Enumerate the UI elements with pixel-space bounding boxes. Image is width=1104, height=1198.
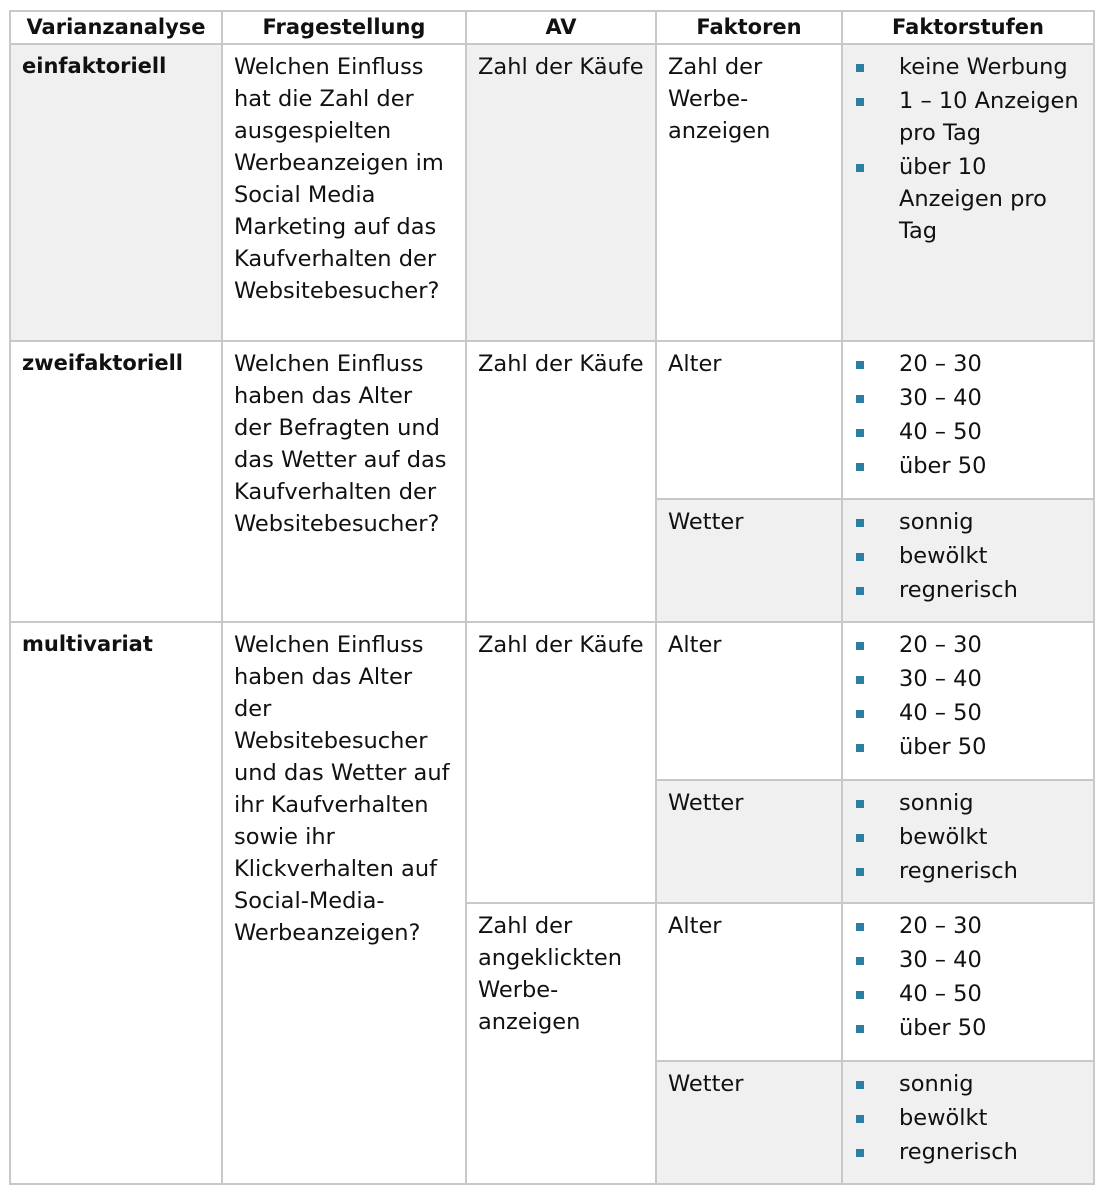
list-item: regnerisch [899,1136,1087,1168]
table-row [10,622,1094,780]
faktor-cell: Alter [656,341,842,499]
list-item: sonnig [899,787,1087,819]
faktorstufen-cell [842,341,1094,499]
list-item: bewölkt [899,540,1087,572]
faktor-cell: Wetter [656,499,842,622]
bullet-icon [856,98,864,106]
bullet-icon [856,164,864,172]
faktorstufen-list [843,500,1093,606]
faktorstufen-list [843,342,1093,482]
list-item: 20 – 30 [899,348,1087,380]
bullet-icon [856,991,864,999]
varianzanalyse-table [9,10,1095,1185]
typ-cell: zweifaktoriell [10,341,222,622]
bullet-icon [856,1081,864,1089]
bullet-icon [856,361,864,369]
av-cell: Zahl der Käufe [466,622,656,903]
bullet-icon [856,587,864,595]
list-item: 20 – 30 [899,910,1087,942]
list-item: regnerisch [899,855,1087,887]
faktorstufen-list [843,45,1093,247]
fragestellung-cell: Welchen Einfluss haben das Alter der Websitebesucher und das Wetter auf ihr Kaufverhalten sowie ihr Klickverhalten auf Social-Media-Werbeanzeigen? [222,622,466,1184]
list-item: sonnig [899,506,1087,538]
fragestellung-cell: Welchen Einfluss haben das Alter der Befragten und das Wetter auf das Kaufverhalten der Websitebesucher? [222,341,466,622]
faktorstufen-list [843,781,1093,887]
list-item: über 50 [899,450,1087,482]
list-item: 40 – 50 [899,978,1087,1010]
bullet-icon [856,395,864,403]
header-fragestellung: Fragestellung [222,11,466,44]
header-varianzanalyse: Varianzanalyse [10,11,222,44]
table-row [10,44,1094,341]
header-av: AV [466,11,656,44]
list-item: regnerisch [899,574,1087,606]
faktorstufen-list [843,623,1093,763]
faktorstufen-list [843,904,1093,1044]
bullet-icon [856,800,864,808]
faktor-cell: Wetter [656,780,842,903]
bullet-icon [856,834,864,842]
typ-cell: einfaktoriell [10,44,222,341]
bullet-icon [856,1025,864,1033]
av-cell: Zahl der Käufe [466,44,656,341]
list-item: bewölkt [899,1102,1087,1134]
bullet-icon [856,64,864,72]
bullet-icon [856,1115,864,1123]
fragestellung-cell: Welchen Einfluss hat die Zahl der ausgespielten Werbeanzeigen im Social Media Marketing auf das Kaufverhalten der Websitebesucher? [222,44,466,341]
faktorstufen-cell [842,499,1094,622]
list-item: keine Werbung [899,51,1087,83]
list-item: 30 – 40 [899,944,1087,976]
av-cell: Zahl der Käufe [466,341,656,622]
faktorstufen-cell [842,622,1094,780]
list-item: 30 – 40 [899,382,1087,414]
bullet-icon [856,463,864,471]
bullet-icon [856,1149,864,1157]
typ-cell: multivariat [10,622,222,1184]
list-item: 30 – 40 [899,663,1087,695]
faktor-cell: Wetter [656,1061,842,1184]
list-item: sonnig [899,1068,1087,1100]
list-item: 40 – 50 [899,416,1087,448]
bullet-icon [856,429,864,437]
faktor-cell: Alter [656,903,842,1061]
bullet-icon [856,744,864,752]
faktor-cell: Zahl der Werbeanzeigen [656,44,842,341]
faktor-cell: Alter [656,622,842,780]
list-item: 40 – 50 [899,697,1087,729]
av-cell: Zahl der angeklickten Werbeanzeigen [466,903,656,1184]
list-item: über 10 Anzeigen pro Tag [899,151,1087,247]
bullet-icon [856,553,864,561]
bullet-icon [856,642,864,650]
table-row [10,341,1094,499]
header-faktoren: Faktoren [656,11,842,44]
bullet-icon [856,519,864,527]
list-item: über 50 [899,1012,1087,1044]
faktorstufen-cell [842,44,1094,341]
faktorstufen-cell [842,903,1094,1061]
list-item: 1 – 10 Anzeigen pro Tag [899,85,1087,149]
bullet-icon [856,710,864,718]
header-row [10,11,1094,44]
bullet-icon [856,957,864,965]
bullet-icon [856,868,864,876]
faktorstufen-cell [842,780,1094,903]
list-item: bewölkt [899,821,1087,853]
faktorstufen-cell [842,1061,1094,1184]
bullet-icon [856,676,864,684]
header-faktorstufen: Faktorstufen [842,11,1094,44]
list-item: über 50 [899,731,1087,763]
faktorstufen-list [843,1062,1093,1168]
bullet-icon [856,923,864,931]
list-item: 20 – 30 [899,629,1087,661]
